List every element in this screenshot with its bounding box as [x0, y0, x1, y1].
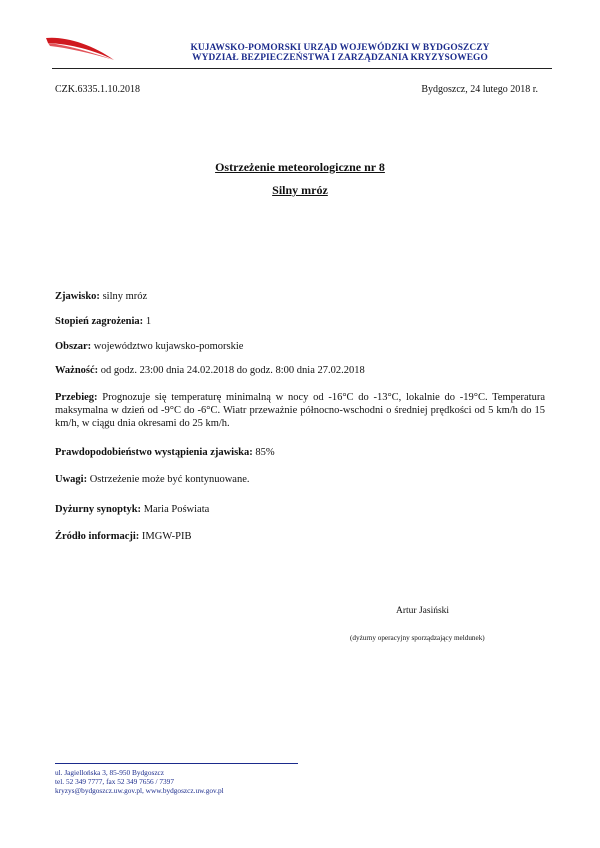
header-divider: [52, 68, 552, 69]
field-synoptyk-value: Maria Poświata: [141, 504, 210, 515]
footer-email-website[interactable]: kryzys@bydgoszcz.uw.gov.pl, www.bydgoszcz.uw.gov.pl: [55, 786, 224, 795]
office-logo-swoosh: [44, 34, 116, 64]
field-zrodlo-value: IMGW-PIB: [139, 531, 192, 542]
warning-subtitle: Silny mróz: [272, 183, 328, 197]
field-uwagi-value: Ostrzeżenie może być kontynuowane.: [87, 474, 250, 485]
warning-title: Ostrzeżenie meteorologiczne nr 8: [215, 160, 385, 174]
field-zjawisko: [55, 290, 545, 303]
field-synoptyk: [55, 503, 545, 516]
field-obszar-label: Obszar:: [55, 341, 92, 352]
org-name-line1: KUJAWSKO-POMORSKI URZĄD WOJEWÓDZKI W BYDGOSZCZY: [190, 43, 490, 53]
field-zrodlo: [55, 530, 545, 543]
field-przebieg-value: Prognozuje się temperaturę minimalną w nocy od -16°C do -13°C, lokalnie do -19°C. Temperatura maksymalna w dzień od -9°C do -6°C. Wiatr przeważnie północno-wschodni o średniej prędkości od 5 km/h do 15 km/h, w ciągu dnia okresami do 25 km/h.: [55, 392, 545, 429]
field-waznosc-value: od godz. 23:00 dnia 24.02.2018 do godz. 8:00 dnia 27.02.2018: [98, 365, 365, 376]
reference-number: CZK.6335.1.10.2018: [55, 84, 140, 95]
footer-address: ul. Jagiellońska 3, 85-950 Bydgoszcz: [55, 768, 165, 777]
org-name-line2: WYDZIAŁ BEZPIECZEŃSTWA I ZARZĄDZANIA KRYZYSOWEGO: [192, 53, 488, 63]
field-zjawisko-value: silny mróz: [99, 291, 148, 302]
field-stopien: [55, 315, 545, 328]
organization-name: [140, 43, 540, 63]
field-uwagi: [55, 473, 545, 486]
field-waznosc: [55, 364, 545, 377]
field-stopien-label: Stopień zagrożenia:: [55, 316, 144, 327]
field-obszar-value: województwo kujawsko-pomorskie: [91, 341, 244, 352]
footer-contact: [55, 768, 224, 795]
field-prawdopodobienstwo-value: 85%: [252, 447, 275, 458]
field-prawdopodobienstwo-label: Prawdopodobieństwo wystąpienia zjawiska:: [55, 447, 253, 458]
field-przebieg: [55, 391, 545, 430]
field-synoptyk-label: Dyżurny synoptyk:: [55, 504, 142, 515]
footer-divider: [55, 763, 298, 764]
field-zjawisko-label: Zjawisko:: [55, 291, 100, 302]
field-przebieg-label: Przebieg:: [55, 392, 98, 403]
footer-phone: tel. 52 349 7777, fax 52 349 7656 / 7397: [55, 777, 174, 786]
field-waznosc-label: Ważność:: [55, 365, 99, 376]
place-date: Bydgoszcz, 24 lutego 2018 r.: [421, 84, 538, 95]
field-obszar: [55, 340, 545, 353]
field-stopien-value: 1: [143, 316, 152, 327]
signature-role: (dyżurny operacyjny sporządzający meldunek): [350, 634, 485, 642]
field-prawdopodobienstwo: [55, 446, 545, 459]
field-zrodlo-label: Źródło informacji:: [55, 531, 140, 542]
field-uwagi-label: Uwagi:: [55, 474, 88, 485]
signature-name: Artur Jasiński: [396, 606, 450, 616]
